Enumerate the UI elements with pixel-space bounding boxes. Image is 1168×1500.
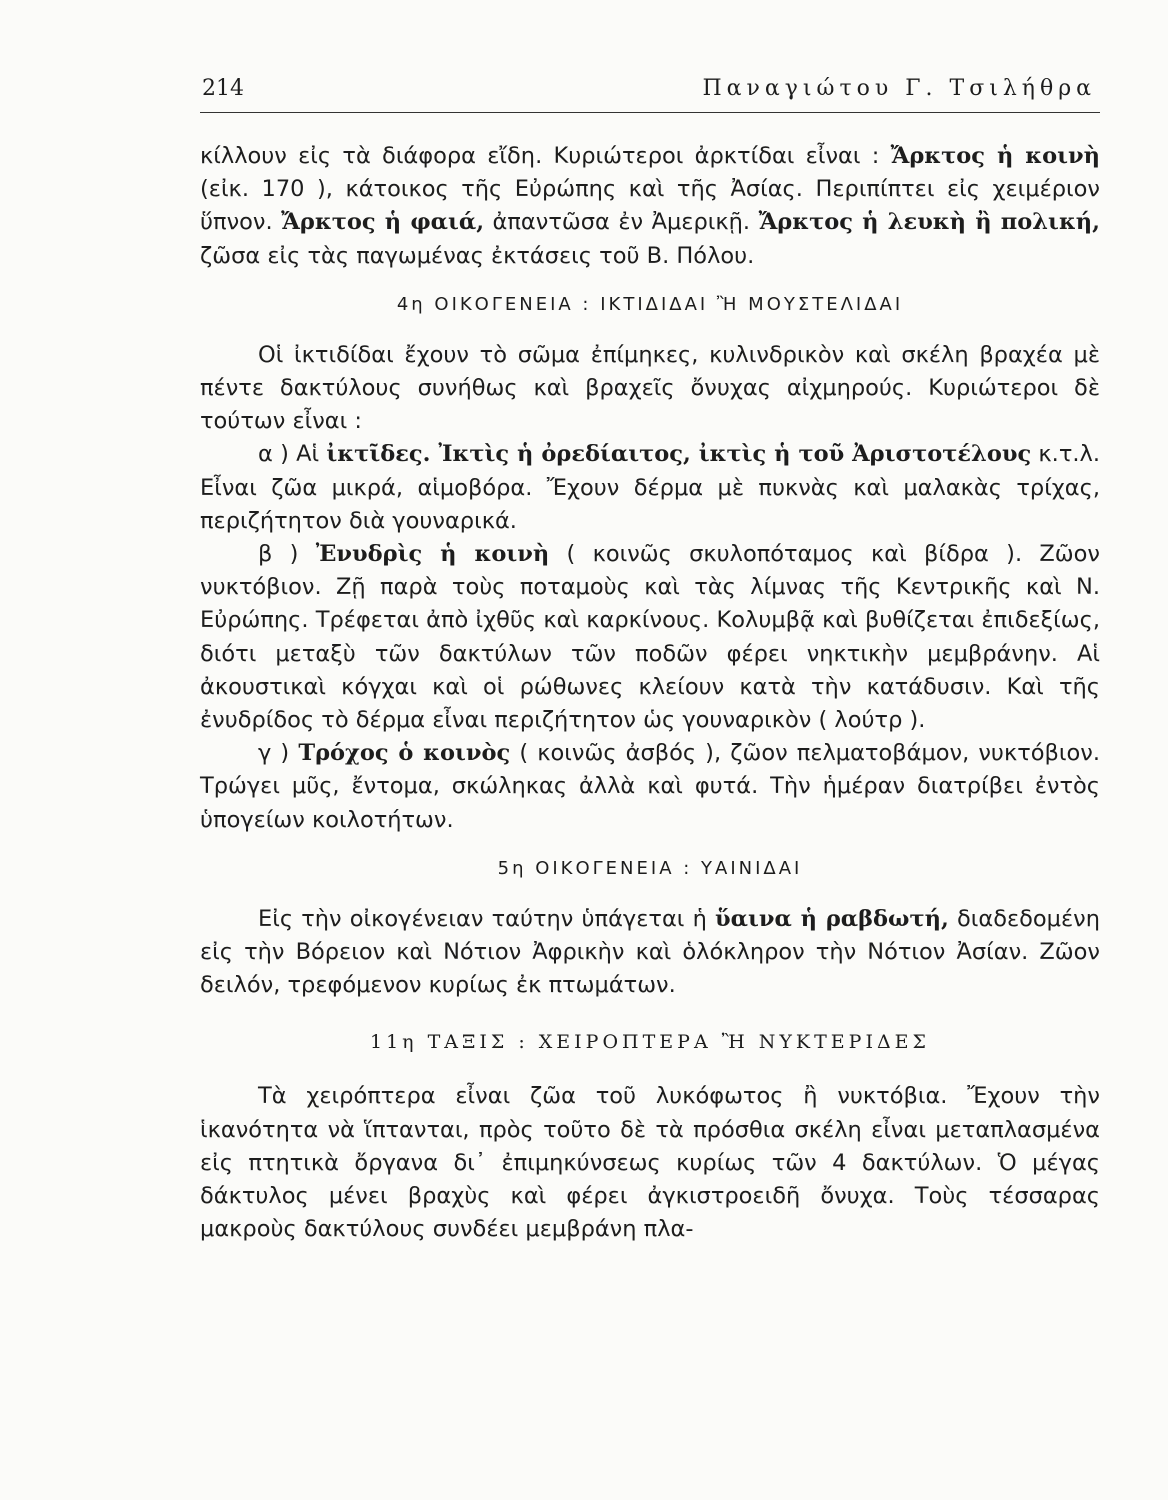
text-run: α ) Αἱ bbox=[258, 441, 327, 468]
page-body bbox=[200, 140, 1100, 1246]
text-run: ( κοινῶς σκυλοπόταμος καὶ βίδρα ). Ζῶον νυκτόβιον. Ζῇ παρὰ τοὺς ποταμοὺς καὶ τὰς λίμνας τῆς Κεντρικῆς καὶ Ν. Εὐρώπης. Τρέφεται ἀπὸ ἰχθῦς καὶ καρκίνους. Κολυμβᾷ καὶ βυθίζεται ἐπιδεξίως, διότι μεταξὺ τῶν δακτύλων τῶν ποδῶν φέρει νηκτικὴν μεμβράνην. Αἱ ἀκουστικαὶ κόγχαι καὶ οἱ ρώθωνες κλείουν κατὰ τὴν κατάδυσιν. Καὶ τῆς ἐνυδρίδος τὸ δέρμα εἶναι περιζήτητον ὡς γουναρικὸν ( λούτρ ). bbox=[200, 541, 1100, 734]
text-run: κ.τ.λ. Εἶναι ζῶα μικρά, αἱμοβόρα. Ἔχουν δέρμα μὲ πυκνὰς καὶ μαλακὰς τρίχας, περιζήτητον διὰ γουναρικά. bbox=[200, 441, 1101, 534]
section-heading: 4η ΟΙΚΟΓΕΝΕΙΑ : ΙΚΤΙΔΙΔΑΙ Ἢ ΜΟΥΣΤΕΛΙΔΑΙ bbox=[396, 293, 904, 315]
page-header bbox=[200, 72, 1100, 113]
bold-term: Ἐνυδρὶς ἡ κοινὴ bbox=[315, 541, 550, 568]
text-run: Εἰς τὴν οἰκογένειαν ταύτην ὑπάγεται ἡ bbox=[258, 905, 716, 932]
bold-term: Ἄρκτος ἡ κοινὴ bbox=[890, 143, 1100, 169]
paragraph-bears bbox=[200, 140, 1100, 273]
text-run: ( κοινῶς ἀσβός ), ζῶον πελματοβάμον, νυκτόβιον. Τρώγει μῦς, ἔντομα, σκώληκας ἀλλὰ καὶ φυτά. Τὴν ἡμέραν διατρίβει ἐντὸς ὑπογείων κοιλοτήτων. bbox=[200, 740, 1100, 833]
text-run: ἀπαντῶσα ἐν Ἀμερικῇ. bbox=[484, 209, 759, 236]
text-run: γ ) bbox=[258, 740, 299, 767]
text-run: (εἰκ. 170 ), κάτοικος τῆς Εὐρώπης καὶ τῆς Ἀσίας. Περιπίπτει εἰς χειμέριον ὕπνον. bbox=[200, 176, 1100, 236]
section-heading: 5η ΟΙΚΟΓΕΝΕΙΑ : ΥΑΙΝΙΔΑΙ bbox=[497, 857, 803, 879]
order-heading: 11η ΤΑΞΙΣ : ΧΕΙΡΟΠΤΕΡΑ Ἢ ΝΥΚΤΕΡΙΔΕΣ bbox=[370, 1031, 930, 1054]
text-run: ζῶσα εἰς τὰς παγωμένας ἐκτάσεις τοῦ Β. Πόλου. bbox=[200, 242, 755, 269]
paragraph-bats: Τὰ χειρόπτερα εἶναι ζῶα τοῦ λυκόφωτος ἢ νυκτόβια. Ἔχουν τὴν ἱκανότητα νὰ ἵπτανται, πρὸς τοῦτο δὲ τὰ πρόσθια σκέλη εἶναι μεταπλασμένα εἰς πτητικὰ ὄργανα δι᾽ ἐπιμηκύνσεως κυρίως τῶν 4 δακτύλων. Ὁ μέγας δάκτυλος μένει βραχὺς καὶ φέρει ἀγκιστροειδῆ ὄνυχα. Τοὺς τέσσαρας μακροὺς δακτύλους συνδέει μεμβράνη πλα- bbox=[200, 1083, 1100, 1243]
paragraph-hyaenids bbox=[200, 903, 1100, 1003]
paragraph-item-c bbox=[200, 737, 1100, 837]
bold-term: ὕαινα ἡ ραβδωτή, bbox=[715, 905, 949, 932]
text-run: β ) bbox=[258, 541, 316, 568]
page-number: 214 bbox=[202, 76, 244, 101]
paragraph-item-a bbox=[200, 438, 1100, 538]
bold-term: ἰκτῖδες. Ἰκτὶς ἡ ὀρεδίαιτος, ἰκτὶς ἡ τοῦ Ἀριστοτέλους bbox=[326, 441, 1032, 468]
text-run: διαδεδομένη εἰς τὴν Βόρειον καὶ Νότιον Ἀφρικὴν καὶ ὁλόκληρον τὴν Νότιον Ἀσίαν. Ζῶον δειλόν, τρεφόμενον κυρίως ἐκ πτωμάτων. bbox=[200, 905, 1100, 999]
text-run: κίλλουν εἰς τὰ διάφορα εἴδη. Κυριώτεροι ἀρκτίδαι εἶναι : bbox=[200, 143, 891, 169]
paragraph-mustelids-intro: Οἱ ἰκτιδίδαι ἔχουν τὸ σῶμα ἐπίμηκες, κυλινδρικὸν καὶ σκέλη βραχέα μὲ πέντε δακτύλους συνήθως καὶ βραχεῖς ὄνυχας αἰχμηρούς. Κυριώτεροι δὲ τούτων εἶναι : bbox=[200, 341, 1100, 435]
bold-term: Τρόχος ὁ κοινὸς bbox=[298, 740, 511, 767]
bold-term: Ἄρκτος ἡ λευκὴ ἢ πολική, bbox=[758, 209, 1100, 236]
running-head: Παναγιώτου Γ. Τσιλήθρα bbox=[702, 76, 1096, 101]
bold-term: Ἄρκτος ἡ φαιά, bbox=[281, 209, 485, 236]
paragraph-item-b bbox=[200, 538, 1100, 737]
